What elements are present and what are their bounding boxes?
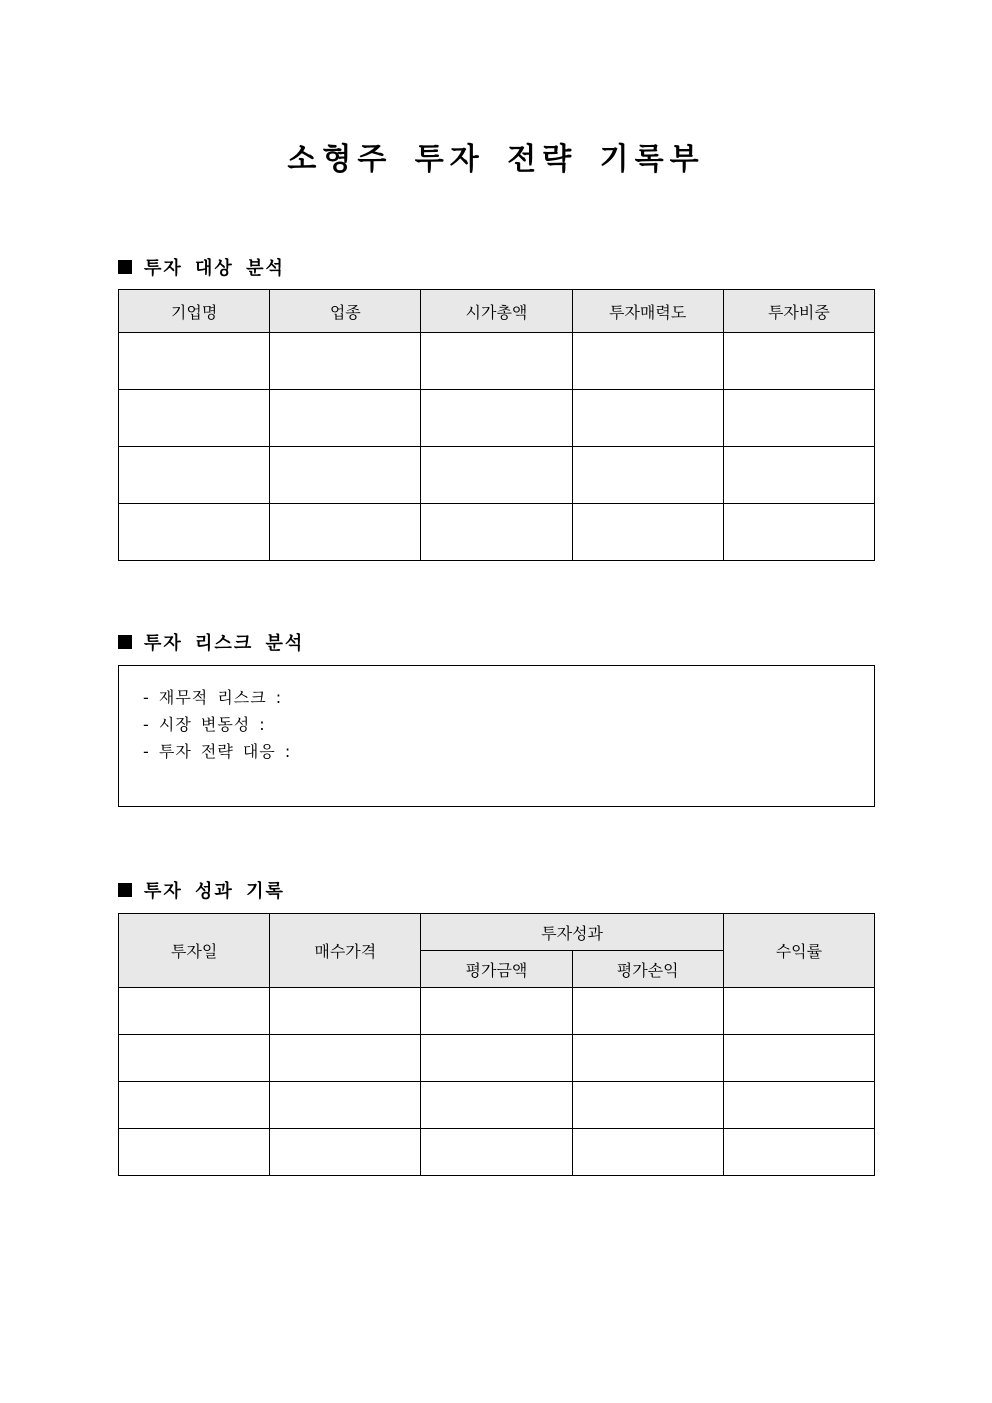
table-cell[interactable]	[421, 333, 572, 390]
table-cell[interactable]	[421, 988, 572, 1035]
table-cell[interactable]	[572, 447, 723, 504]
table-header-row	[119, 914, 875, 951]
table-cell[interactable]	[119, 1129, 270, 1176]
table-cell[interactable]	[270, 447, 421, 504]
section-heading-label: 투자 리스크 분석	[144, 633, 305, 654]
section-heading-target-analysis	[118, 254, 285, 280]
table-cell[interactable]	[572, 1129, 723, 1176]
table-cell[interactable]	[119, 447, 270, 504]
section-heading-label: 투자 대상 분석	[144, 258, 285, 279]
target-analysis-table	[118, 289, 875, 561]
performance-table	[118, 913, 875, 1176]
col-header-return: 수익률	[723, 914, 874, 988]
table-row	[119, 1082, 875, 1129]
table-cell[interactable]	[270, 333, 421, 390]
table-cell[interactable]	[421, 1129, 572, 1176]
square-bullet-icon	[118, 635, 132, 649]
table-cell[interactable]	[119, 504, 270, 561]
table-cell[interactable]	[723, 988, 874, 1035]
col-header-market-cap: 시가총액	[421, 290, 572, 333]
table-cell[interactable]	[421, 390, 572, 447]
table-cell[interactable]	[421, 1082, 572, 1129]
table-cell[interactable]	[270, 1082, 421, 1129]
table-cell[interactable]	[421, 504, 572, 561]
table-cell[interactable]	[723, 504, 874, 561]
table-row	[119, 390, 875, 447]
table-cell[interactable]	[723, 1129, 874, 1176]
col-header-date: 투자일	[119, 914, 270, 988]
table-cell[interactable]	[119, 1035, 270, 1082]
col-header-eval-pl: 평가손익	[572, 951, 723, 988]
risk-line-financial: - 재무적 리스크 :	[143, 688, 283, 707]
table-row	[119, 1035, 875, 1082]
table-cell[interactable]	[723, 390, 874, 447]
table-cell[interactable]	[119, 1082, 270, 1129]
col-header-company: 기업명	[119, 290, 270, 333]
section-heading-performance	[118, 877, 285, 903]
table-row	[119, 447, 875, 504]
table-cell[interactable]	[270, 1035, 421, 1082]
table-cell[interactable]	[572, 1082, 723, 1129]
col-header-attractiveness: 투자매력도	[572, 290, 723, 333]
risk-analysis-box[interactable]	[118, 665, 875, 807]
table-cell[interactable]	[119, 333, 270, 390]
table-cell[interactable]	[723, 1082, 874, 1129]
table-cell[interactable]	[421, 1035, 572, 1082]
risk-line-volatility: - 시장 변동성 :	[143, 715, 266, 734]
col-header-industry: 업종	[270, 290, 421, 333]
table-row	[119, 504, 875, 561]
table-row	[119, 1129, 875, 1176]
table-row	[119, 988, 875, 1035]
table-row	[119, 333, 875, 390]
table-cell[interactable]	[270, 1129, 421, 1176]
col-header-result: 투자성과	[421, 914, 723, 951]
section-heading-label: 투자 성과 기록	[144, 881, 285, 902]
col-header-weight: 투자비중	[723, 290, 874, 333]
square-bullet-icon	[118, 260, 132, 274]
page-title: 소형주 투자 전략 기록부	[287, 142, 705, 177]
col-header-buy-price: 매수가격	[270, 914, 421, 988]
col-header-eval-amount: 평가금액	[421, 951, 572, 988]
table-cell[interactable]	[270, 390, 421, 447]
table-cell[interactable]	[119, 988, 270, 1035]
table-cell[interactable]	[270, 504, 421, 561]
table-cell[interactable]	[723, 333, 874, 390]
section-heading-risk-analysis	[118, 629, 304, 655]
table-cell[interactable]	[572, 1035, 723, 1082]
table-header-row	[119, 290, 875, 333]
table-cell[interactable]	[119, 390, 270, 447]
table-cell[interactable]	[572, 988, 723, 1035]
table-cell[interactable]	[572, 390, 723, 447]
table-cell[interactable]	[723, 1035, 874, 1082]
table-cell[interactable]	[421, 447, 572, 504]
table-cell[interactable]	[723, 447, 874, 504]
table-cell[interactable]	[270, 988, 421, 1035]
square-bullet-icon	[118, 883, 132, 897]
risk-line-response: - 투자 전략 대응 :	[143, 742, 292, 761]
table-cell[interactable]	[572, 504, 723, 561]
table-cell[interactable]	[572, 333, 723, 390]
